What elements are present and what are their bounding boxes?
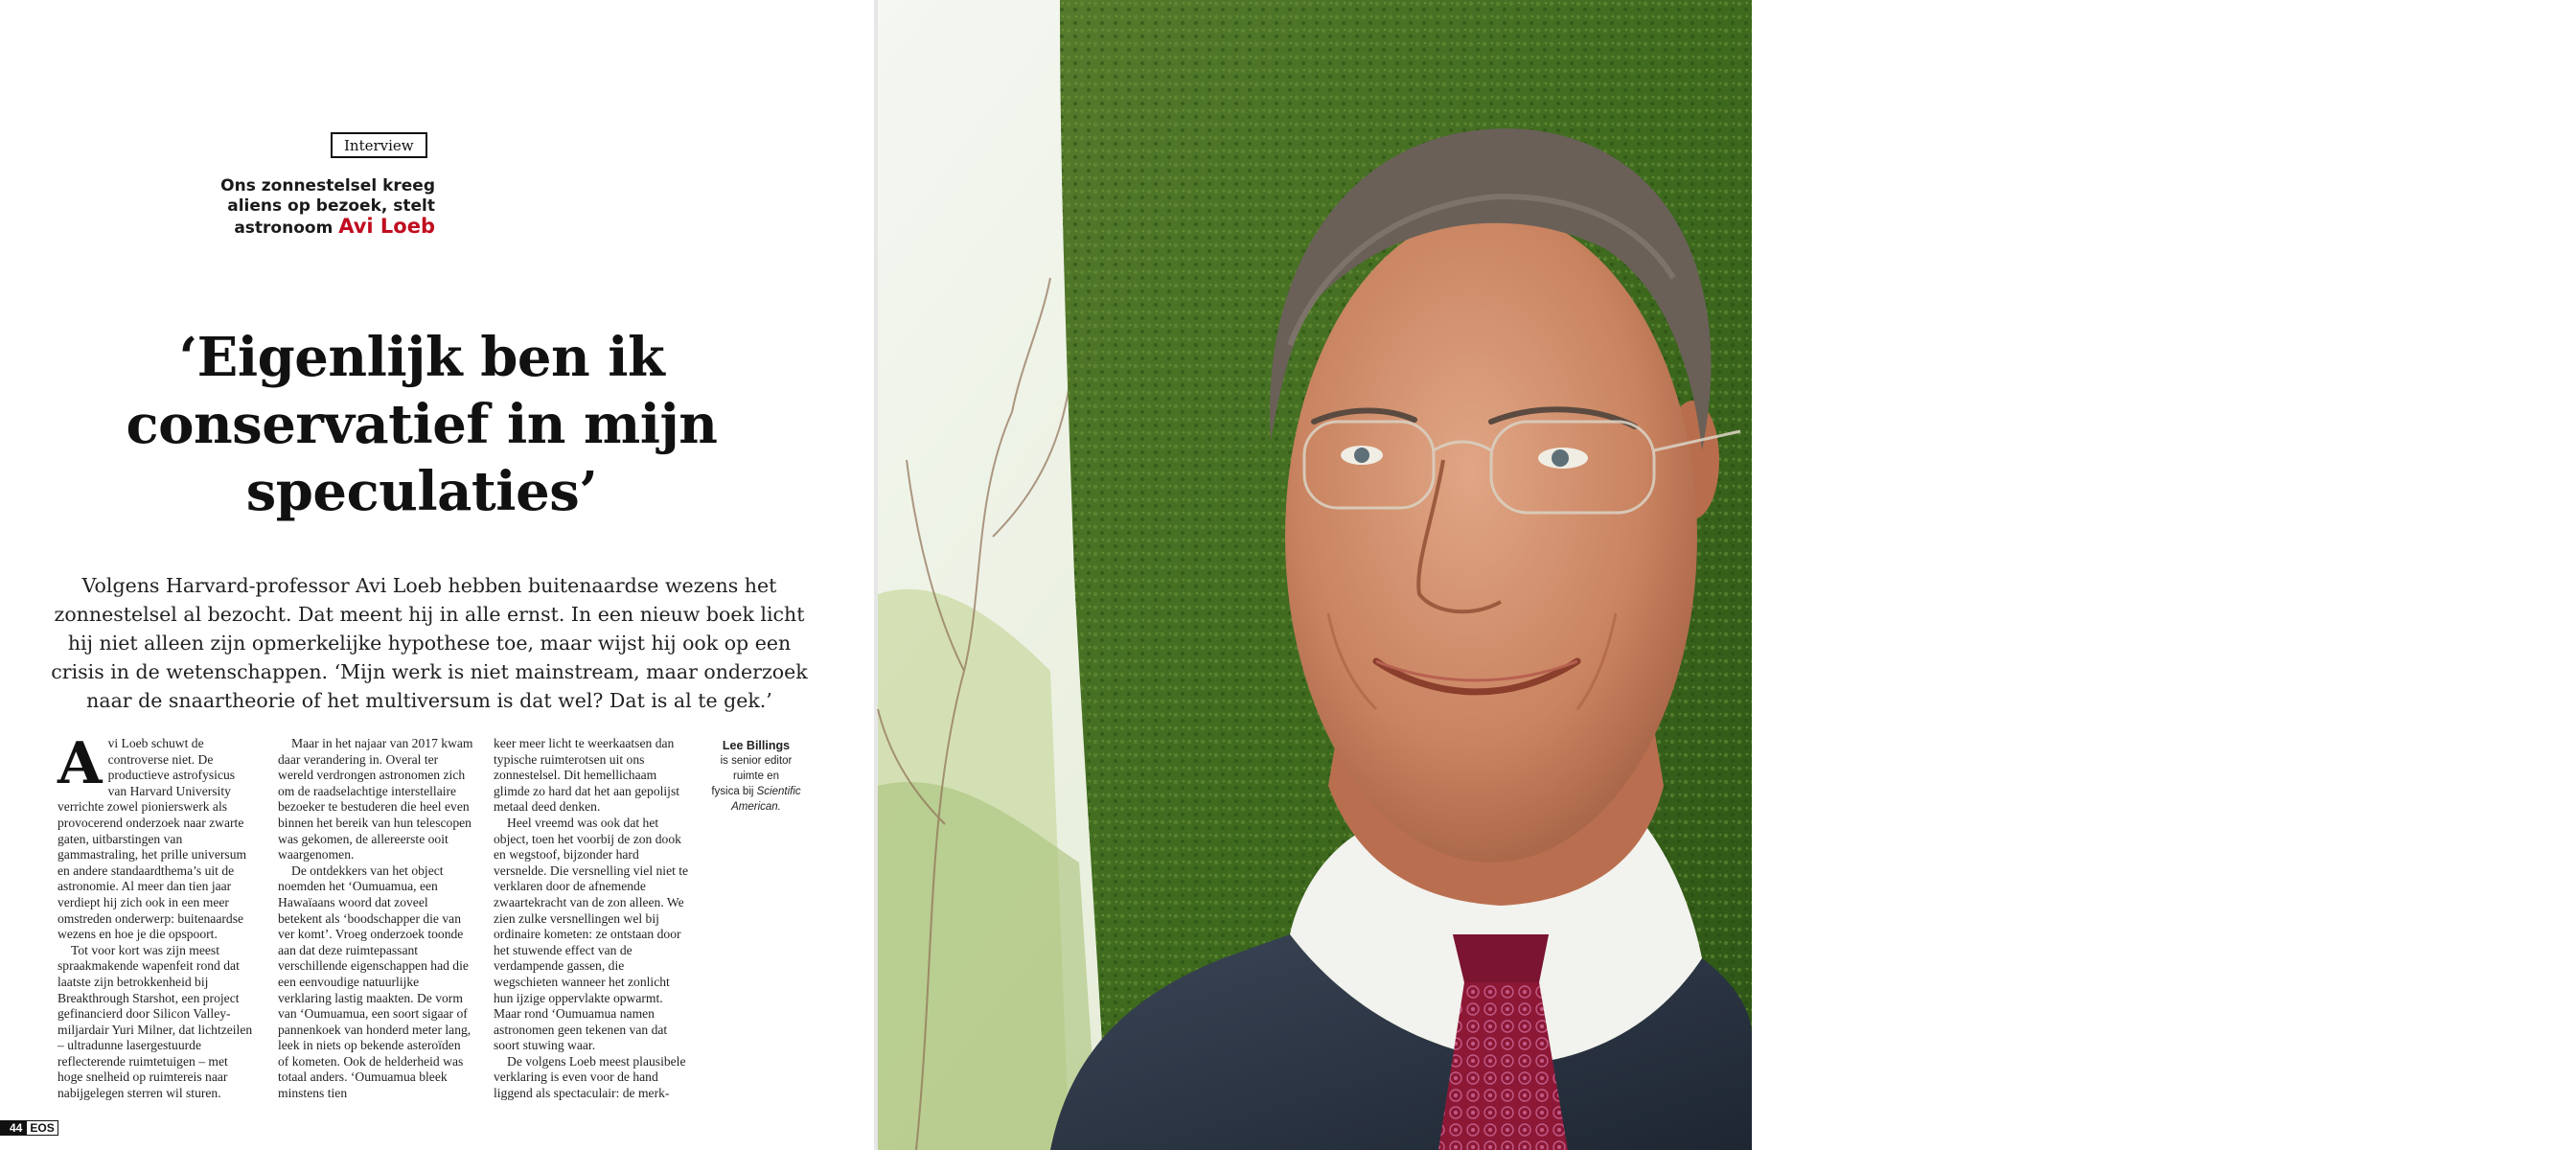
deck-line-1: Ons zonnestelsel kreeg [220,176,435,196]
article-page-left [0,0,874,1150]
byline-publication: Scientific American. [731,786,801,813]
body-column-2 [278,736,474,1102]
byline-line-2: ruimte en [733,770,779,782]
body-paragraph: De volgens Loeb meest plausibele verklaring is even voor de hand liggend als spectaculair: de merk- [494,1053,686,1101]
body-paragraph: Maar in het najaar van 2017 kwam daar verandering in. Overal ter wereld verdrongen astronomen zich om de raadselachtige interstellaire bezoeker te bestuderen die heel even binnen het bereik van hun telescopen was gekomen, de allereerste ooit waargenomen. [278,736,473,862]
portrait-illustration [878,0,1752,1150]
headline-line-2: conservatief in mijn [126,393,718,456]
portrait-photo [878,0,2576,1150]
section-kicker: Interview [331,132,427,158]
author-name: Lee Billings [722,739,791,752]
body-paragraph: keer meer licht te weerkaatsen dan typische ruimterotsen uit ons zonnestelsel. Dit hemellichaam glimde zo hard dat het aan gepolijst metaal deed denken. [494,736,680,815]
deck-line-3 [148,217,435,239]
byline-line-3: fysica bij [711,786,754,797]
photo-credit: Lorem Loeb [2557,1034,2576,1059]
deck-line-2: aliens op bezoek, stelt [227,196,435,216]
magazine-name: EOS [26,1120,58,1136]
headline-line-3: speculaties’ [245,460,598,523]
deck [148,176,435,239]
deck-line-3-prefix: astronoom [234,218,339,238]
body-paragraph [58,730,254,943]
drop-cap: A [58,730,103,797]
body-paragraph: Tot voor kort was zijn meest spraakmakende wapenfeit rond dat laatste zijn betrokkenheid bij Breakthrough Starshot, een project gefinancierd door Silicon Valley-miljardair Yuri Milner, dat lichtzeilen – ultradunne lasergestuurde reflecterende ruimtetuigen – met hoge snelheid op ruimtereis naar nabijgelegen sterren wil sturen. [58,942,253,1101]
headline-line-1: ‘Eigenlijk ben ik [178,326,665,389]
byline-line-1: is senior editor [720,755,793,767]
page-number: 44 [0,1120,26,1136]
body-paragraph: De ontdekkers van het object noemden het ‘Oumuamua, een Hawaïaans woord dat zoveel betekent als ‘boodschapper die van ver komt’. Vroeg onderzoek toonde aan dat deze ruimtepassant verschillende eigenschappen had die een eenvoudige natuurlijke verklaring lastig maakten. De vorm van ‘Oumuamua, een soort sigaar of pannenkoek van honderd meter lang, leek in niets op bekende asteroïden of kometen. Ook de helderheid was totaal anders. ‘Oumuamua bleek minstens tien [278,862,472,1101]
author-byline [705,738,807,815]
interviewee-name: Avi Loeb [338,215,435,238]
headline [29,324,815,525]
body-column-1 [58,730,254,1102]
page-folio [0,1119,58,1137]
lede-paragraph: Volgens Harvard-professor Avi Loeb hebben buitenaardse wezens het zonnestelsel al bezocht. Dat meent hij in alle ernst. In een nieuw boek licht hij niet alleen zijn opmerkelijke hypothese toe, maar wijst hij ook op een crisis in de wetenschappen. ‘Mijn werk is niet mainstream, maar onderzoek naar de snaartheorie of het multiversum is dat wel? Dat is al te gek.’ [51,574,808,712]
body-paragraph: Heel vreemd was ook dat het object, toen het voorbij de zon dook en wegstoof, bijzonder hard versnelde. Die versnelling viel niet te verklaren door de afnemende zwaartekracht van de zon alleen. We zien zulke versnellingen wel bij ordinaire kometen: ze ontstaan door het stuwende effect van de verdampende gassen, die wegschieten wanneer het zonlicht hun ijzige oppervlakte opwarmt. Maar rond ‘Oumuamua namen astronomen geen tekenen van dat soort stuwing waar. [494,815,689,1053]
body-paragraph-text: vi Loeb schuwt de controverse niet. De productieve astrofysicus van Harvard University verrichte zowel pionierswerk als provocerend onderzoek naar zwarte gaten, uitbarstingen van gammastraling, het prille universum en andere standaardthema’s uit de astronomie. Al meer dan tien jaar verdiept hij zich ook in een meer omstreden onderwerp: buitenaardse wezens en hoe je die opspoort. [58,736,247,942]
body-column-3 [494,736,690,1102]
